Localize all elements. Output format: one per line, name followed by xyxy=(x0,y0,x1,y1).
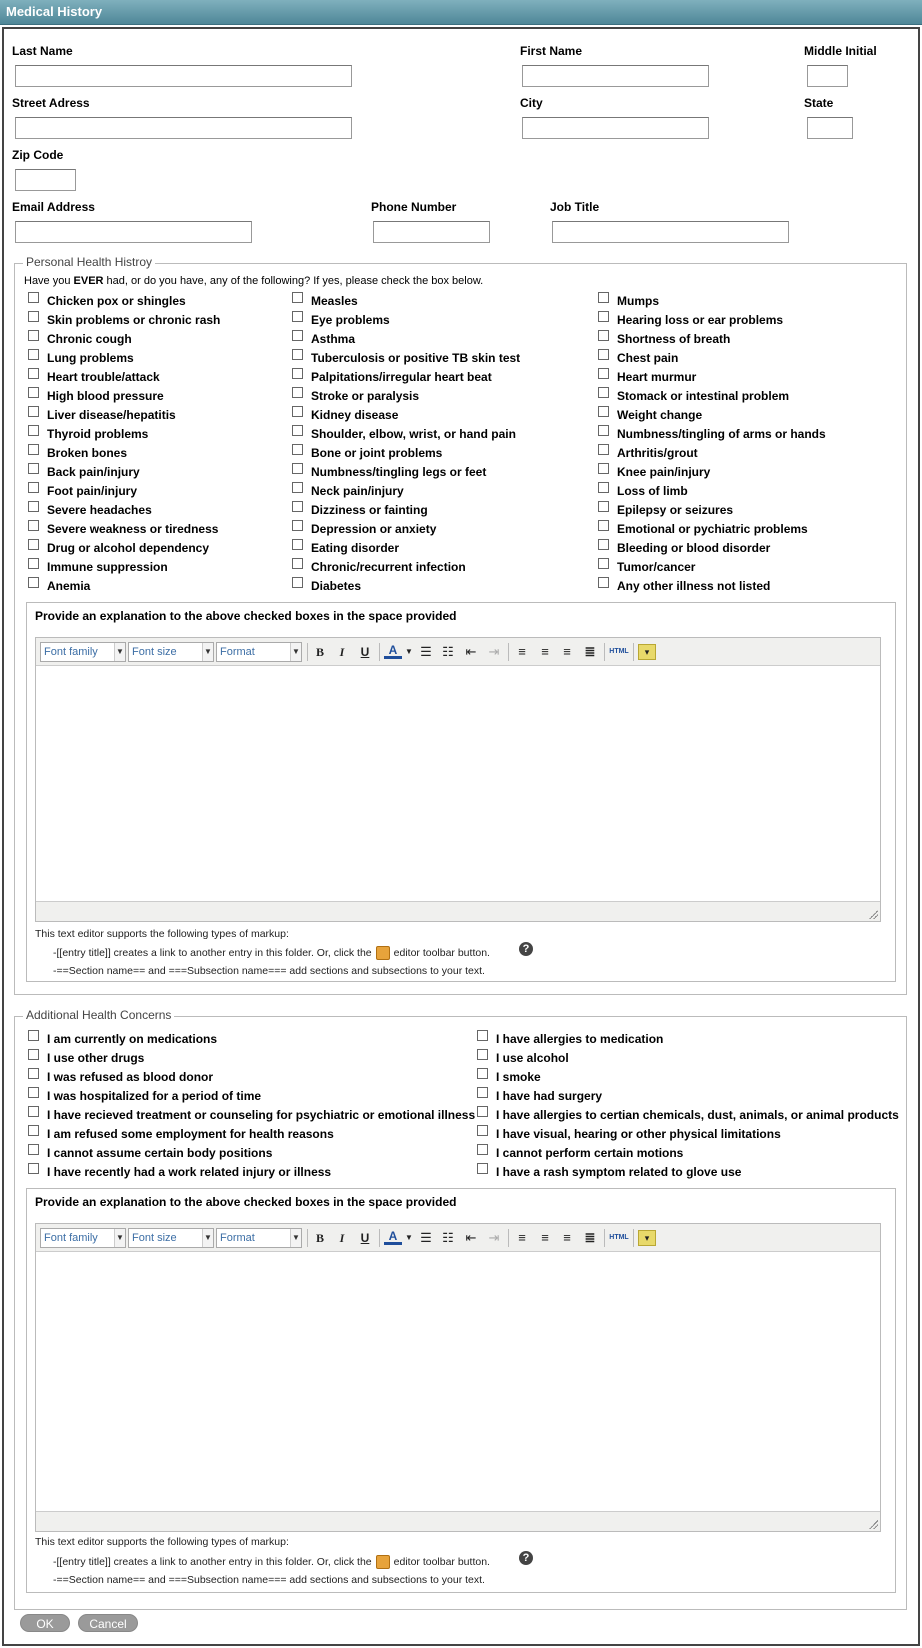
checkbox-label: Chronic cough xyxy=(47,332,132,346)
checkbox[interactable] xyxy=(28,482,39,493)
street-label: Street Adress xyxy=(12,96,90,110)
zip-input[interactable] xyxy=(15,169,76,191)
checkbox-label: Heart murmur xyxy=(617,370,697,384)
checkbox[interactable] xyxy=(292,425,303,436)
underline-icon[interactable]: U xyxy=(360,1231,370,1245)
toolbar-separator xyxy=(633,1229,634,1247)
checkbox-item-anemia[interactable] xyxy=(28,577,90,595)
checkbox-item-i-smoke[interactable] xyxy=(477,1068,541,1086)
checkbox[interactable] xyxy=(598,406,609,417)
checkbox-label: I cannot assume certain body positions xyxy=(47,1146,273,1160)
align-left-icon[interactable]: ≡ xyxy=(518,1230,526,1245)
indent-icon[interactable]: ⇥ xyxy=(488,644,500,659)
checkbox-label: Palpitations/irregular heart beat xyxy=(311,370,492,384)
bold-icon[interactable]: B xyxy=(315,1231,324,1245)
checkbox-item-depression-or-anxiety[interactable] xyxy=(292,520,436,538)
resize-grip-icon[interactable] xyxy=(868,1519,878,1529)
personal-rich-text-editor xyxy=(35,637,881,922)
editor-statusbar xyxy=(36,901,880,921)
checkbox-label: I was hospitalized for a period of time xyxy=(47,1089,262,1103)
checkbox-item-i-have-a-rash-symptom-related-to-glove-use[interactable] xyxy=(477,1163,741,1181)
checkbox[interactable] xyxy=(28,577,39,588)
toolbar-separator xyxy=(508,643,509,661)
checkbox[interactable] xyxy=(292,330,303,341)
checkbox-item-dizziness-or-fainting[interactable] xyxy=(292,501,428,519)
toolbar-separator xyxy=(379,1229,380,1247)
city-label: City xyxy=(520,96,543,110)
checkbox[interactable] xyxy=(598,501,609,512)
checkbox[interactable] xyxy=(28,1106,39,1117)
align-center-icon[interactable]: ≡ xyxy=(541,1230,549,1245)
chevron-down-icon: ▼ xyxy=(114,643,125,661)
checkbox-item-palpitations-irregular-heart-beat[interactable] xyxy=(292,368,492,386)
checkbox-label: I use other drugs xyxy=(47,1051,145,1065)
ok-button[interactable]: OK xyxy=(20,1614,70,1632)
personal-health-intro: Have you EVER had, or do you have, any of the following? If yes, please check the box below. xyxy=(24,275,484,287)
additional-concerns-legend: Additional Health Concerns xyxy=(23,1008,174,1022)
checkbox-label: Broken bones xyxy=(47,446,128,460)
checkbox-item-i-was-refused-as-blood-donor[interactable] xyxy=(28,1068,213,1086)
checkbox-label: I have recently had a work related injury or illness xyxy=(47,1165,332,1179)
checkbox-item-foot-pain-injury[interactable] xyxy=(28,482,137,500)
checkbox[interactable] xyxy=(292,311,303,322)
checkbox[interactable] xyxy=(477,1030,488,1041)
checkbox-label: Tumor/cancer xyxy=(617,560,696,574)
bullet-list-icon[interactable]: ☰ xyxy=(420,644,432,659)
chevron-down-icon: ▼ xyxy=(290,1229,301,1247)
checkbox[interactable] xyxy=(477,1087,488,1098)
explanation-title: Provide an explanation to the above checked boxes in the space provided xyxy=(35,1195,457,1209)
checkbox-item-weight-change[interactable] xyxy=(598,406,702,424)
checkbox-item-thyroid-problems[interactable] xyxy=(28,425,148,443)
checkbox-label: Kidney disease xyxy=(311,408,399,422)
chevron-down-icon[interactable]: ▼ xyxy=(405,647,413,656)
checkbox[interactable] xyxy=(28,368,39,379)
align-right-icon[interactable]: ≡ xyxy=(563,1230,571,1245)
checkbox-item-i-was-hospitalized-for-a-period-of-time[interactable] xyxy=(28,1087,261,1105)
additional-explanation-box xyxy=(26,1188,896,1593)
checkbox-item-neck-pain-injury[interactable] xyxy=(292,482,404,500)
checkbox[interactable] xyxy=(292,463,303,474)
checkbox[interactable] xyxy=(598,330,609,341)
checkbox-item-chest-pain[interactable] xyxy=(598,349,678,367)
checkbox-label: Foot pain/injury xyxy=(47,484,137,498)
checkbox[interactable] xyxy=(292,349,303,360)
checkbox-label: Chicken pox or shingles xyxy=(47,294,186,308)
checkbox-item-i-have-visual-hearing-or-other-physical-limitations[interactable] xyxy=(477,1125,781,1143)
bold-icon[interactable]: B xyxy=(315,645,324,659)
checkbox-label: I have a rash symptom related to glove use xyxy=(496,1165,742,1179)
checkbox[interactable] xyxy=(292,292,303,303)
checkbox[interactable] xyxy=(292,577,303,588)
checkbox-label: I have recieved treatment or counseling for psychiatric or emotional illness xyxy=(47,1108,476,1122)
personal-editor-area[interactable] xyxy=(36,666,880,902)
checkbox-label: Chronic/recurrent infection xyxy=(311,560,466,574)
checkbox-label: Back pain/injury xyxy=(47,465,140,479)
job-title-input[interactable] xyxy=(552,221,789,243)
checkbox[interactable] xyxy=(28,292,39,303)
checkbox-item-severe-headaches[interactable] xyxy=(28,501,152,519)
checkbox-item-measles[interactable] xyxy=(292,292,358,310)
checkbox[interactable] xyxy=(477,1125,488,1136)
checkbox[interactable] xyxy=(28,1030,39,1041)
checkbox[interactable] xyxy=(28,1125,39,1136)
outdent-icon[interactable]: ⇤ xyxy=(465,1230,477,1245)
markup-note-1: This text editor supports the following types of markup: xyxy=(35,928,289,940)
editor-statusbar xyxy=(36,1511,880,1531)
chevron-down-icon: ▼ xyxy=(290,643,301,661)
align-right-icon[interactable]: ≡ xyxy=(563,644,571,659)
checkbox-item-shortness-of-breath[interactable] xyxy=(598,330,730,348)
checkbox-item-heart-murmur[interactable] xyxy=(598,368,696,386)
checkbox-label: I am currently on medications xyxy=(47,1032,218,1046)
checkbox[interactable] xyxy=(598,387,609,398)
state-input[interactable] xyxy=(807,117,853,139)
chevron-down-icon: ▼ xyxy=(202,643,213,661)
checkbox-label: I have allergies to certian chemicals, dust, animals, or animal products xyxy=(496,1108,899,1122)
checkbox[interactable] xyxy=(292,482,303,493)
checkbox-label: I have allergies to medication xyxy=(496,1032,664,1046)
html-icon[interactable]: HTML xyxy=(609,1234,629,1241)
checkbox[interactable] xyxy=(292,387,303,398)
toggle-toolbar-icon[interactable]: ▾ xyxy=(638,644,656,660)
checkbox-label: Immune suppression xyxy=(47,560,168,574)
checkbox[interactable] xyxy=(477,1049,488,1060)
checkbox[interactable] xyxy=(28,425,39,436)
checkbox-item-i-use-other-drugs[interactable] xyxy=(28,1049,144,1067)
numbered-list-icon[interactable]: ☷ xyxy=(442,644,454,659)
checkbox-item-i-am-currently-on-medications[interactable] xyxy=(28,1030,217,1048)
font-family-select[interactable]: Font family ▼ xyxy=(40,1228,126,1248)
toggle-toolbar-icon[interactable]: ▾ xyxy=(638,1230,656,1246)
zip-label: Zip Code xyxy=(12,148,64,162)
checkbox-item-i-have-allergies-to-medication[interactable] xyxy=(477,1030,663,1048)
checkbox-label: Epilepsy or seizures xyxy=(617,503,734,517)
checkbox[interactable] xyxy=(28,539,39,550)
checkbox-label: Shortness of breath xyxy=(617,332,731,346)
checkbox-label: Numbness/tingling legs or feet xyxy=(311,465,487,479)
checkbox-label: Stroke or paralysis xyxy=(311,389,420,403)
help-icon[interactable]: ? xyxy=(519,1551,533,1565)
checkbox-label: Severe headaches xyxy=(47,503,152,517)
checkbox-label: Hearing loss or ear problems xyxy=(617,313,784,327)
resize-grip-icon[interactable] xyxy=(868,909,878,919)
checkbox-item-tumor-cancer[interactable] xyxy=(598,558,695,576)
checkbox-item-i-am-refused-some-employment-for-health-reasons[interactable] xyxy=(28,1125,334,1143)
checkbox[interactable] xyxy=(598,292,609,303)
checkbox-label: Anemia xyxy=(47,579,91,593)
checkbox[interactable] xyxy=(28,1049,39,1060)
help-icon[interactable]: ? xyxy=(519,942,533,956)
checkbox[interactable] xyxy=(28,311,39,322)
format-select[interactable]: Format ▼ xyxy=(216,642,302,662)
checkbox-item-bleeding-or-blood-disorder[interactable] xyxy=(598,539,770,557)
checkbox[interactable] xyxy=(598,368,609,379)
personal-health-legend: Personal Health Histroy xyxy=(23,255,155,269)
checkbox-item-broken-bones[interactable] xyxy=(28,444,127,462)
format-select[interactable]: Format ▼ xyxy=(216,1228,302,1248)
checkbox-label: Mumps xyxy=(617,294,659,308)
checkbox-label: Skin problems or chronic rash xyxy=(47,313,221,327)
checkbox-item-high-blood-pressure[interactable] xyxy=(28,387,164,405)
checkbox-item-eating-disorder[interactable] xyxy=(292,539,399,557)
checkbox-label: Eye problems xyxy=(311,313,390,327)
toolbar-separator xyxy=(508,1229,509,1247)
font-size-select[interactable]: Font size ▼ xyxy=(128,642,214,662)
toolbar-separator xyxy=(633,643,634,661)
checkbox-item-mumps[interactable] xyxy=(598,292,659,310)
checkbox[interactable] xyxy=(28,520,39,531)
checkbox[interactable] xyxy=(598,520,609,531)
checkbox[interactable] xyxy=(28,463,39,474)
editor-toolbar xyxy=(36,1224,880,1252)
checkbox-item-i-cannot-assume-certain-body-positions[interactable] xyxy=(28,1144,272,1162)
last-name-label: Last Name xyxy=(12,44,73,58)
checkbox-item-i-use-alcohol[interactable] xyxy=(477,1049,569,1067)
italic-icon[interactable]: I xyxy=(339,645,345,659)
checkbox-label: Knee pain/injury xyxy=(617,465,711,479)
checkbox-item-emotional-or-pychiatric-problems[interactable] xyxy=(598,520,808,538)
checkbox-label: Thyroid problems xyxy=(47,427,149,441)
checkbox-label: Neck pain/injury xyxy=(311,484,404,498)
checkbox-item-any-other-illness-not-listed[interactable] xyxy=(598,577,770,595)
checkbox-item-liver-disease-hepatitis[interactable] xyxy=(28,406,176,424)
checkbox-item-diabetes[interactable] xyxy=(292,577,361,595)
middle-initial-label: Middle Initial xyxy=(804,44,877,58)
checkbox[interactable] xyxy=(598,539,609,550)
checkbox-item-i-have-recently-had-a-work-related-injury-or-illness[interactable] xyxy=(28,1163,331,1181)
checkbox-item-stroke-or-paralysis[interactable] xyxy=(292,387,419,405)
checkbox-label: Stomack or intestinal problem xyxy=(617,389,790,403)
font-color-icon[interactable]: A xyxy=(384,644,402,659)
checkbox-label: Numbness/tingling of arms or hands xyxy=(617,427,826,441)
chevron-down-icon: ▼ xyxy=(202,1229,213,1247)
align-left-icon[interactable]: ≡ xyxy=(518,644,526,659)
checkbox-label: Any other illness not listed xyxy=(617,579,771,593)
checkbox-label: Asthma xyxy=(311,332,356,346)
checkbox-item-immune-suppression[interactable] xyxy=(28,558,168,576)
window-title: Medical History xyxy=(0,0,922,25)
checkbox-label: Depression or anxiety xyxy=(311,522,437,536)
checkbox-item-chronic-cough[interactable] xyxy=(28,330,132,348)
checkbox-label: Diabetes xyxy=(311,579,362,593)
checkbox[interactable] xyxy=(477,1144,488,1155)
checkbox-label: Liver disease/hepatitis xyxy=(47,408,176,422)
font-family-select[interactable]: Font family ▼ xyxy=(40,642,126,662)
markup-note-2: -[[entry title]] creates a link to another entry in this folder. Or, click the editor toolbar button. xyxy=(53,946,490,959)
checkbox-item-drug-or-alcohol-dependency[interactable] xyxy=(28,539,209,557)
checkbox-label: I am refused some employment for health reasons xyxy=(47,1127,334,1141)
checkbox-item-i-have-had-surgery[interactable] xyxy=(477,1087,602,1105)
outdent-icon[interactable]: ⇤ xyxy=(465,644,477,659)
checkbox-item-kidney-disease[interactable] xyxy=(292,406,398,424)
toolbar-separator xyxy=(604,1229,605,1247)
cancel-button[interactable]: Cancel xyxy=(78,1614,138,1632)
checkbox-label: Arthritis/grout xyxy=(617,446,698,460)
checkbox-label: I have had surgery xyxy=(496,1089,603,1103)
checkbox[interactable] xyxy=(28,1068,39,1079)
markup-note-3: -==Section name== and ===Subsection name=== add sections and subsections to your text. xyxy=(53,965,485,977)
email-input[interactable] xyxy=(15,221,252,243)
chevron-down-icon[interactable]: ▼ xyxy=(405,1233,413,1242)
checkbox-item-i-have-allergies-to-certian-chemicals-dust-animals-or-animal-products[interactable] xyxy=(477,1106,899,1124)
email-label: Email Address xyxy=(12,200,95,214)
checkbox[interactable] xyxy=(598,444,609,455)
checkbox-item-asthma[interactable] xyxy=(292,330,355,348)
align-justify-icon[interactable]: ≣ xyxy=(584,644,596,659)
checkbox[interactable] xyxy=(477,1068,488,1079)
toolbar-separator xyxy=(307,1229,308,1247)
toolbar-separator xyxy=(604,643,605,661)
checkbox[interactable] xyxy=(28,501,39,512)
toolbar-separator xyxy=(379,643,380,661)
checkbox[interactable] xyxy=(28,349,39,360)
checkbox[interactable] xyxy=(28,387,39,398)
street-input[interactable] xyxy=(15,117,352,139)
checkbox-item-i-have-recieved-treatment-or-counseling-for-psychiatric-or-emotional-illness[interactable] xyxy=(28,1106,475,1124)
markup-note-2: -[[entry title]] creates a link to another entry in this folder. Or, click the editor toolbar button. xyxy=(53,1555,490,1568)
font-color-icon[interactable]: A xyxy=(384,1230,402,1245)
middle-initial-input[interactable] xyxy=(807,65,848,87)
checkbox-label: I smoke xyxy=(496,1070,541,1084)
bullet-list-icon[interactable]: ☰ xyxy=(420,1230,432,1245)
state-label: State xyxy=(804,96,834,110)
additional-editor-area[interactable] xyxy=(36,1252,880,1512)
checkbox-item-hearing-loss-or-ear-problems[interactable] xyxy=(598,311,783,329)
checkbox-label: Chest pain xyxy=(617,351,679,365)
html-icon[interactable]: HTML xyxy=(609,648,629,655)
checkbox-item-lung-problems[interactable] xyxy=(28,349,134,367)
checkbox[interactable] xyxy=(292,539,303,550)
checkbox-item-i-cannot-perform-certain-motions[interactable] xyxy=(477,1144,683,1162)
checkbox-item-heart-trouble-attack[interactable] xyxy=(28,368,160,386)
checkbox[interactable] xyxy=(292,558,303,569)
entry-box-icon xyxy=(376,1555,390,1569)
checkbox-item-chronic-recurrent-infection[interactable] xyxy=(292,558,466,576)
italic-icon[interactable]: I xyxy=(339,1231,345,1245)
entry-box-icon xyxy=(376,946,390,960)
checkbox[interactable] xyxy=(598,349,609,360)
checkbox-label: Bone or joint problems xyxy=(311,446,443,460)
checkbox-label: Weight change xyxy=(617,408,703,422)
checkbox-item-severe-weakness-or-tiredness[interactable] xyxy=(28,520,218,538)
checkbox[interactable] xyxy=(598,577,609,588)
checkbox[interactable] xyxy=(598,425,609,436)
markup-note-1: This text editor supports the following types of markup: xyxy=(35,1536,289,1548)
checkbox[interactable] xyxy=(28,330,39,341)
checkbox[interactable] xyxy=(477,1106,488,1117)
checkbox-item-skin-problems-or-chronic-rash[interactable] xyxy=(28,311,220,329)
checkbox[interactable] xyxy=(292,368,303,379)
first-name-label: First Name xyxy=(520,44,583,58)
markup-note-3: -==Section name== and ===Subsection name=== add sections and subsections to your text. xyxy=(53,1574,485,1586)
numbered-list-icon[interactable]: ☷ xyxy=(442,1230,454,1245)
checkbox-item-stomack-or-intestinal-problem[interactable] xyxy=(598,387,789,405)
checkbox-label: I was refused as blood donor xyxy=(47,1070,214,1084)
checkbox-item-tuberculosis-or-positive-tb-skin-test[interactable] xyxy=(292,349,520,367)
explanation-title: Provide an explanation to the above checked boxes in the space provided xyxy=(35,609,457,623)
checkbox-item-knee-pain-injury[interactable] xyxy=(598,463,710,481)
checkbox-label: I cannot perform certain motions xyxy=(496,1146,684,1160)
checkbox[interactable] xyxy=(477,1163,488,1174)
checkbox-item-loss-of-limb[interactable] xyxy=(598,482,688,500)
checkbox-label: I use alcohol xyxy=(496,1051,569,1065)
checkbox-item-back-pain-injury[interactable] xyxy=(28,463,140,481)
job-title-label: Job Title xyxy=(550,200,600,214)
additional-rich-text-editor xyxy=(35,1223,881,1532)
checkbox[interactable] xyxy=(28,1144,39,1155)
checkbox-label: Dizziness or fainting xyxy=(311,503,428,517)
checkbox-item-shoulder-elbow-wrist-or-hand-pain[interactable] xyxy=(292,425,516,443)
underline-icon[interactable]: U xyxy=(360,645,370,659)
font-size-select[interactable]: Font size ▼ xyxy=(128,1228,214,1248)
checkbox[interactable] xyxy=(292,444,303,455)
checkbox-label: Tuberculosis or positive TB skin test xyxy=(311,351,521,365)
first-name-input[interactable] xyxy=(522,65,709,87)
checkbox[interactable] xyxy=(292,406,303,417)
checkbox-item-arthritis-grout[interactable] xyxy=(598,444,698,462)
phone-input[interactable] xyxy=(373,221,490,243)
checkbox-label: I have visual, hearing or other physical limitations xyxy=(496,1127,781,1141)
checkbox-label: High blood pressure xyxy=(47,389,164,403)
checkbox-label: Severe weakness or tiredness xyxy=(47,522,219,536)
checkbox-label: Heart trouble/attack xyxy=(47,370,160,384)
checkbox[interactable] xyxy=(28,406,39,417)
checkbox[interactable] xyxy=(598,558,609,569)
checkbox[interactable] xyxy=(598,482,609,493)
checkbox-item-eye-problems[interactable] xyxy=(292,311,390,329)
checkbox[interactable] xyxy=(598,463,609,474)
personal-explanation-box xyxy=(26,602,896,982)
checkbox-item-chicken-pox-or-shingles[interactable] xyxy=(28,292,186,310)
checkbox-label: Emotional or pychiatric problems xyxy=(617,522,808,536)
editor-toolbar xyxy=(36,638,880,666)
checkbox[interactable] xyxy=(28,444,39,455)
checkbox-label: Loss of limb xyxy=(617,484,688,498)
checkbox-label: Measles xyxy=(311,294,358,308)
phone-label: Phone Number xyxy=(371,200,457,214)
checkbox-item-numbness-tingling-legs-or-feet[interactable] xyxy=(292,463,486,481)
indent-icon[interactable]: ⇥ xyxy=(488,1230,500,1245)
align-center-icon[interactable]: ≡ xyxy=(541,644,549,659)
checkbox-label: Eating disorder xyxy=(311,541,400,555)
last-name-input[interactable] xyxy=(15,65,352,87)
checkbox[interactable] xyxy=(292,501,303,512)
checkbox-label: Lung problems xyxy=(47,351,134,365)
checkbox[interactable] xyxy=(28,558,39,569)
checkbox[interactable] xyxy=(28,1163,39,1174)
align-justify-icon[interactable]: ≣ xyxy=(584,1230,596,1245)
city-input[interactable] xyxy=(522,117,709,139)
checkbox[interactable] xyxy=(292,520,303,531)
chevron-down-icon: ▼ xyxy=(114,1229,125,1247)
checkbox-item-bone-or-joint-problems[interactable] xyxy=(292,444,442,462)
checkbox-label: Drug or alcohol dependency xyxy=(47,541,210,555)
checkbox-item-epilepsy-or-seizures[interactable] xyxy=(598,501,733,519)
checkbox[interactable] xyxy=(598,311,609,322)
checkbox[interactable] xyxy=(28,1087,39,1098)
checkbox-label: Shoulder, elbow, wrist, or hand pain xyxy=(311,427,516,441)
checkbox-label: Bleeding or blood disorder xyxy=(617,541,771,555)
checkbox-item-numbness-tingling-of-arms-or-hands[interactable] xyxy=(598,425,826,443)
toolbar-separator xyxy=(307,643,308,661)
